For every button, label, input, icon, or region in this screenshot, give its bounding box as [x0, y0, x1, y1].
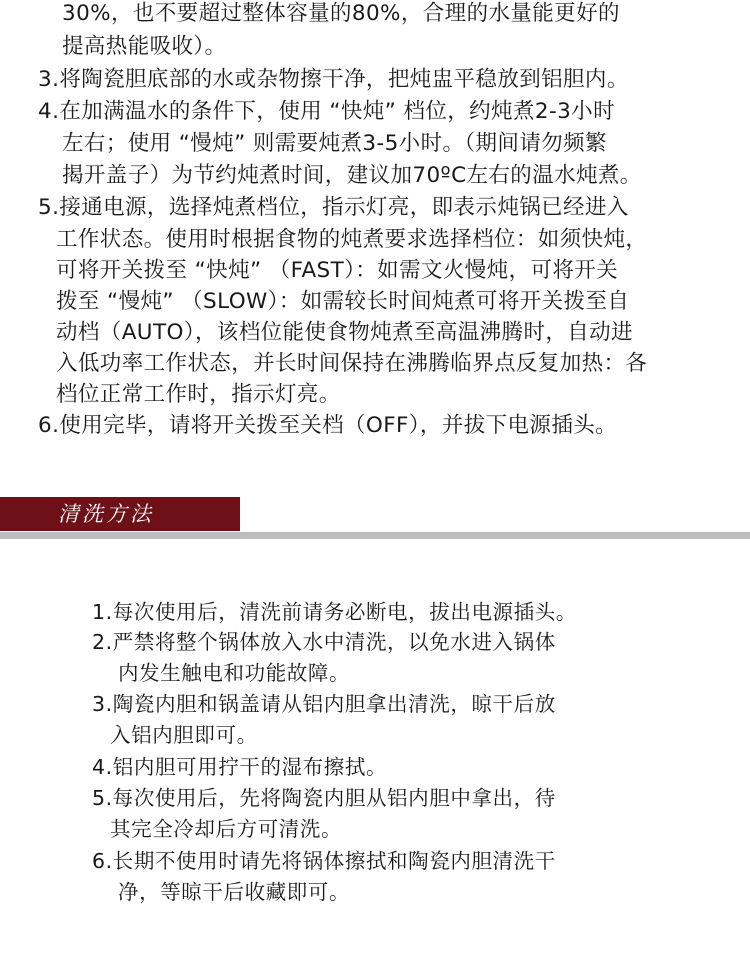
usage-line: 左右；使用 “慢炖” 则需要炖煮3-5小时。（期间请勿频繁	[62, 131, 607, 156]
usage-line: 工作状态。使用时根据食物的炖煮要求选择档位：如须快炖，	[56, 227, 648, 252]
usage-line: 拨至 “慢炖” （SLOW）：如需较长时间炖煮可将开关拨至自	[56, 289, 630, 314]
cleaning-line: 净，等晾干后收藏即可。	[118, 880, 351, 904]
usage-line: 档位正常工作时，指示灯亮。	[56, 382, 341, 407]
usage-line: 入低功率工作状态，并长时间保持在沸腾临界点反复加热：各	[56, 351, 648, 376]
cleaning-line: 1.每次使用后，清洗前请务必断电，拔出电源插头。	[92, 600, 577, 624]
usage-line: 3.将陶瓷胆底部的水或杂物擦干净，把炖盅平稳放到铝胆内。	[38, 67, 629, 92]
usage-line: 提高热能吸收）。	[62, 34, 227, 59]
cleaning-line: 6.长期不使用时请先将锅体擦拭和陶瓷内胆清洗干	[92, 849, 556, 873]
section-divider	[0, 532, 750, 539]
usage-line: 6.使用完毕，请将开关拨至关档（OFF），并拔下电源插头。	[38, 413, 618, 438]
usage-line: 5.接通电源，选择炖煮档位，指示灯亮，即表示炖锅已经进入	[38, 195, 629, 220]
cleaning-line: 其完全冷却后方可清洗。	[110, 817, 343, 841]
cleaning-line: 入铝内胆即可。	[110, 723, 258, 747]
section-banner	[0, 497, 240, 531]
section-title: 清洗方法	[58, 502, 154, 526]
cleaning-line: 3.陶瓷内胆和锅盖请从铝内胆拿出清洗，晾干后放	[92, 692, 556, 716]
usage-line: 4.在加满温水的条件下，使用 “快炖” 档位，约炖煮2-3小时	[38, 99, 615, 124]
cleaning-line: 5.每次使用后，先将陶瓷内胆从铝内胆中拿出，待	[92, 786, 556, 810]
usage-line: 动档（AUTO），该档位能使食物炖煮至高温沸腾时，自动进	[56, 320, 633, 345]
usage-line: 可将开关拨至 “快炖” （FAST）：如需文火慢炖，可将开关	[56, 258, 619, 283]
usage-line: 揭开盖子）为节约炖煮时间，建议加70ºC左右的温水炖煮。	[62, 163, 642, 188]
cleaning-line: 内发生触电和功能故障。	[118, 661, 351, 685]
cleaning-line: 4.铝内胆可用拧干的湿布擦拭。	[92, 755, 388, 779]
cleaning-line: 2.严禁将整个锅体放入水中清洗，以免水进入锅体	[92, 630, 556, 654]
usage-line: 30%，也不要超过整体容量的80%，合理的水量能更好的	[62, 1, 620, 26]
